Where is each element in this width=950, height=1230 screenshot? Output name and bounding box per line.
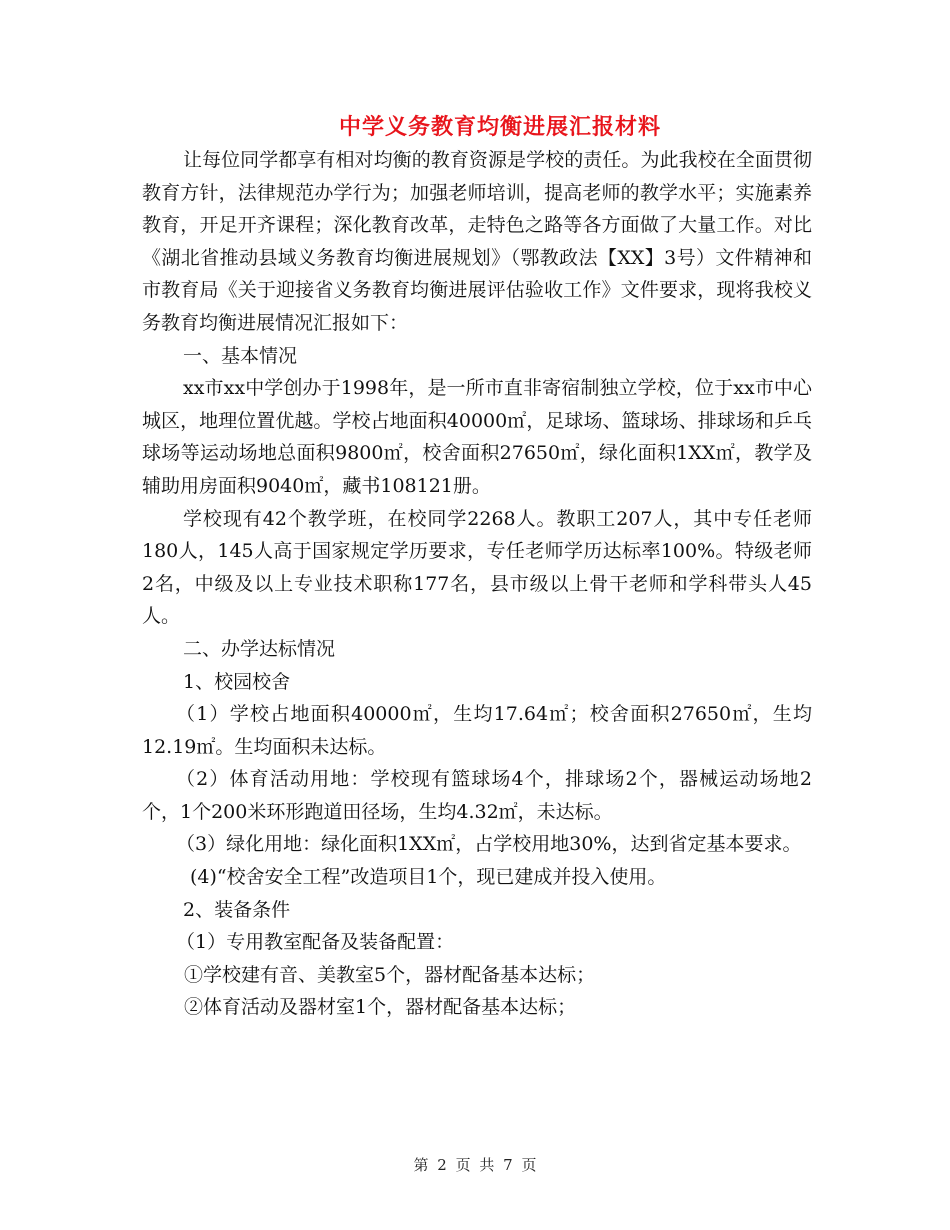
equipment-item-1: （1）专用教室配备及装备配置： — [176, 931, 455, 954]
document-title: 中学义务教育均衡进展汇报材料 — [338, 114, 661, 140]
campus-item-3: （3）绿化用地：绿化面积1XX㎡，占学校用地30%，达到省定基本要求。 — [176, 833, 802, 856]
equipment-subitem-2: ②体育活动及器材室1个，器材配备基本达标； — [184, 996, 577, 1019]
campus-item-1: （1）学校占地面积40000㎡，生均17.64㎡；校舍面积27650㎡，生均12.19㎡。生均面积未达标。 — [142, 703, 812, 758]
section-heading-standards: 二、办学达标情况 — [183, 637, 336, 660]
intro-paragraph: 让每位同学都享有相对均衡的教育资源是学校的责任。为此我校在全面贯彻教育方针，法律规范办学行为；加强老师培训，提高老师的教学水平；实施素养教育，开足开齐课程；深化教育改革，走特色之路等各方面做了大量工作。对比《湖北省推动县域义务教育均衡进展规划》（鄂教政法【XX】3号）文件精神和市教育局《关于迎接省义务教育均衡进展评估验收工作》文件要求，现将我校义务教育均衡进展情况汇报如下： — [142, 149, 812, 334]
section-heading-basic: 一、基本情况 — [183, 344, 298, 367]
document-body — [142, 144, 812, 1024]
campus-item-4: (4)“校舍安全工程”改造项目1个，现已建成并投入使用。 — [190, 866, 667, 889]
subsection-heading-equipment: 2、装备条件 — [183, 898, 291, 921]
subsection-heading-campus: 1、校园校舍 — [183, 670, 291, 693]
basic-info-paragraph: xx市xx中学创办于1998年，是一所市直非寄宿制独立学校，位于xx市中心城区，地理位置优越。学校占地面积40000㎡，足球场、篮球场、排球场和乒乓球场等运动场地总面积9800㎡，校舍面积27650㎡，绿化面积1XX㎡，教学及辅助用房面积9040㎡，藏书108121册。 — [142, 377, 812, 497]
equipment-subitem-1: ①学校建有音、美教室5个，器材配备基本达标； — [184, 963, 596, 986]
campus-item-2: （2）体育活动用地：学校现有篮球场4个，排球场2个，器械运动场地2个，1个200米环形跑道田径场，生均4.32㎡，未达标。 — [142, 768, 812, 823]
staff-paragraph: 学校现有42个教学班，在校同学2268人。教职工207人，其中专任老师180人，145人高于国家规定学历要求，专任老师学历达标率100%。特级老师2名，中级及以上专业技术职称177名，县市级以上骨干老师和学科带头人45人。 — [142, 507, 812, 628]
page-number-footer: 第 2 页 共 7 页 — [413, 1156, 537, 1174]
